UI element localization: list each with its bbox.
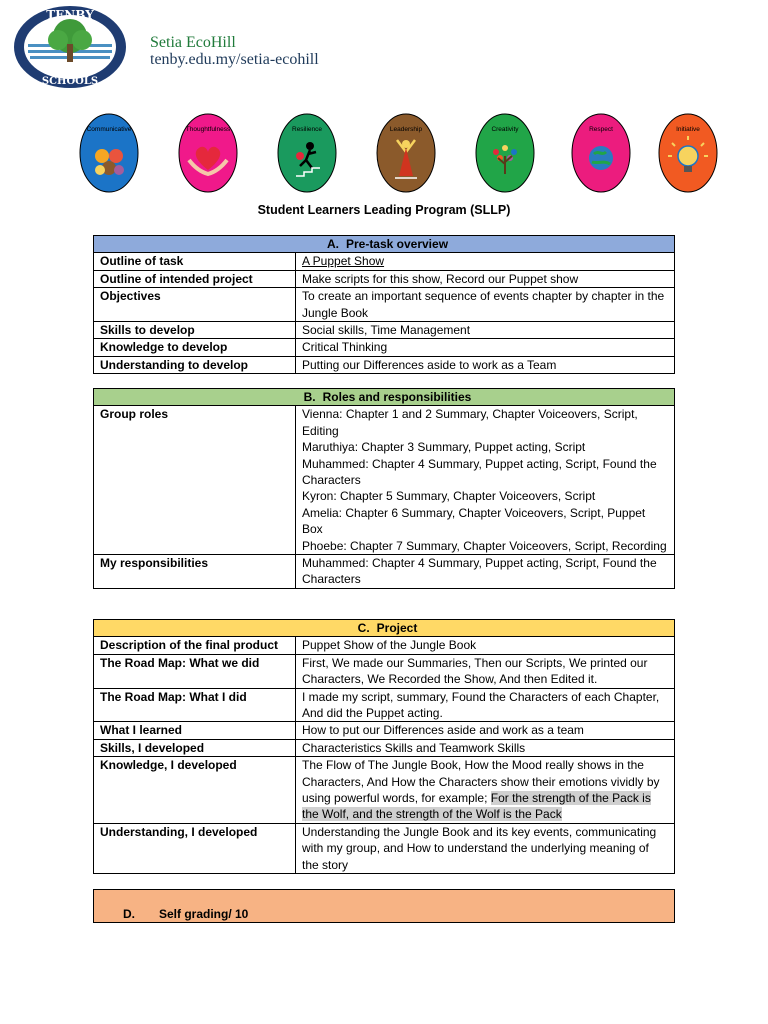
table-row [94,823,675,873]
row-value: Muhammed: Chapter 4 Summary, Puppet acting, Script, Found the Characters [296,555,675,589]
climbing-person-icon [276,112,338,194]
table-row [94,270,675,287]
section-heading: Project [376,621,418,635]
self-grading-box [93,889,675,923]
self-grading-label: Self grading/ 10 [159,907,249,921]
school-name: Setia EcoHill [150,34,236,51]
section-heading: Roles and responsibilities [322,390,472,404]
row-value: First, We made our Summaries, Then our Scripts, We printed our Characters, We Recorded the Show, And then Edited it. [296,654,675,688]
table-row [94,253,675,270]
school-url[interactable]: tenby.edu.my/setia-ecohill [150,51,319,68]
lightbulb-icon [657,112,719,194]
row-key: Objectives [94,288,296,322]
row-value: Characteristics Skills and Teamwork Skills [296,739,675,756]
row-key: Outline of intended project [94,270,296,287]
list-item: Muhammed: Chapter 4 Summary, Puppet acting, Script, Found the Characters [302,456,657,488]
row-key: Outline of task [94,253,296,270]
pre-task-overview-table [93,235,675,374]
knowledge-text: The Flow of The Jungle Book, How the Mood really shows in the Characters, And How the Characters show their emotions vividly by using powerful words, for example; [302,758,660,806]
list-item: Maruthiya: Chapter 3 Summary, Puppet acting, Script [302,440,586,455]
roles-responsibilities-table [93,388,675,589]
attribute-resilience [276,112,338,194]
attribute-thoughtfulness [177,112,239,194]
project-table [93,619,675,874]
row-key: Understanding to develop [94,356,296,373]
attribute-label: Leadership [389,126,423,133]
section-letter: B. [303,390,316,404]
table-row [94,339,675,356]
row-value: Puppet Show of the Jungle Book [296,637,675,654]
row-value: Social skills, Time Management [296,322,675,339]
leader-figure-icon [375,112,437,194]
attribute-label: Creativity [491,126,519,133]
list-item: Vienna: Chapter 1 and 2 Summary, Chapter Voiceovers, Script, Editing [302,407,638,438]
section-heading: Pre-task overview [345,237,449,251]
section-b-header [94,389,675,406]
table-row [94,555,675,589]
communicative-icon [78,112,140,194]
row-key: The Road Map: What I did [94,688,296,722]
attribute-creativity [474,112,536,194]
row-key: Knowledge to develop [94,339,296,356]
row-value: Putting our Differences aside to work as a Team [296,356,675,373]
row-key: Description of the final product [94,637,296,654]
row-key: Understanding, I developed [94,823,296,873]
attribute-initiative [657,112,719,194]
table-row [94,322,675,339]
document-title: Student Learners Leading Program (SLLP) [257,203,511,217]
section-letter: A. [326,237,339,251]
row-value: Understanding the Jungle Book and its key events, communicating with my group, and How to understand the underlying meaning of the story [296,823,675,873]
table-row [94,688,675,722]
row-key: The Road Map: What we did [94,654,296,688]
outline-of-task-value: A Puppet Show [302,254,385,269]
svg-text:TENBY: TENBY [46,8,94,22]
row-value: I made my script, summary, Found the Characters of each Chapter, And did the Puppet acting. [296,688,675,722]
list-item: Kyron: Chapter 5 Summary, Chapter Voiceovers, Script [302,489,596,504]
respect-globe-icon [570,112,632,194]
table-row [94,739,675,756]
list-item: Phoebe: Chapter 7 Summary, Chapter Voiceovers, Script, Recording [302,538,667,553]
creativity-tree-icon [474,112,536,194]
row-key: Skills, I developed [94,739,296,756]
table-row [94,637,675,654]
row-value [296,757,675,824]
row-key: Skills to develop [94,322,296,339]
table-row [94,654,675,688]
row-key: Knowledge, I developed [94,757,296,824]
section-letter: D. [123,907,135,921]
attribute-label: Resilience [292,126,322,133]
svg-text:SCHOOLS: SCHOOLS [41,76,99,87]
highlighted-quote: For the strength of the Pack is the Wolf, and the strength of the Wolf is the Pack [302,791,651,822]
attribute-label: Communicative [86,126,132,133]
heart-hands-icon [177,112,239,194]
table-row [94,722,675,739]
list-item: Amelia: Chapter 6 Summary, Chapter Voiceovers, Script, Puppet Box [302,505,646,537]
table-row [94,288,675,322]
table-row [94,356,675,373]
attribute-leadership [375,112,437,194]
row-key: My responsibilities [94,555,296,589]
attribute-label: Thoughtfulness [185,126,231,133]
table-row [94,406,675,555]
row-value: Critical Thinking [296,339,675,356]
school-header [12,4,412,90]
row-key: Group roles [94,406,296,555]
section-a-header [94,236,675,253]
row-value [296,253,675,270]
attribute-label: Respect [589,126,613,133]
row-value: Make scripts for this show, Record our Puppet show [296,270,675,287]
attribute-respect [570,112,632,194]
attribute-communicative [78,112,140,194]
row-value: To create an important sequence of events chapter by chapter in the Jungle Book [296,288,675,322]
row-key: What I learned [94,722,296,739]
tenby-schools-logo [12,4,130,90]
row-value: How to put our Differences aside and work as a team [296,722,675,739]
section-letter: C. [357,621,370,635]
learner-attributes [78,112,723,196]
attribute-label: Initiative [676,126,700,133]
group-roles-list [296,406,675,555]
section-c-header [94,620,675,637]
table-row [94,757,675,824]
